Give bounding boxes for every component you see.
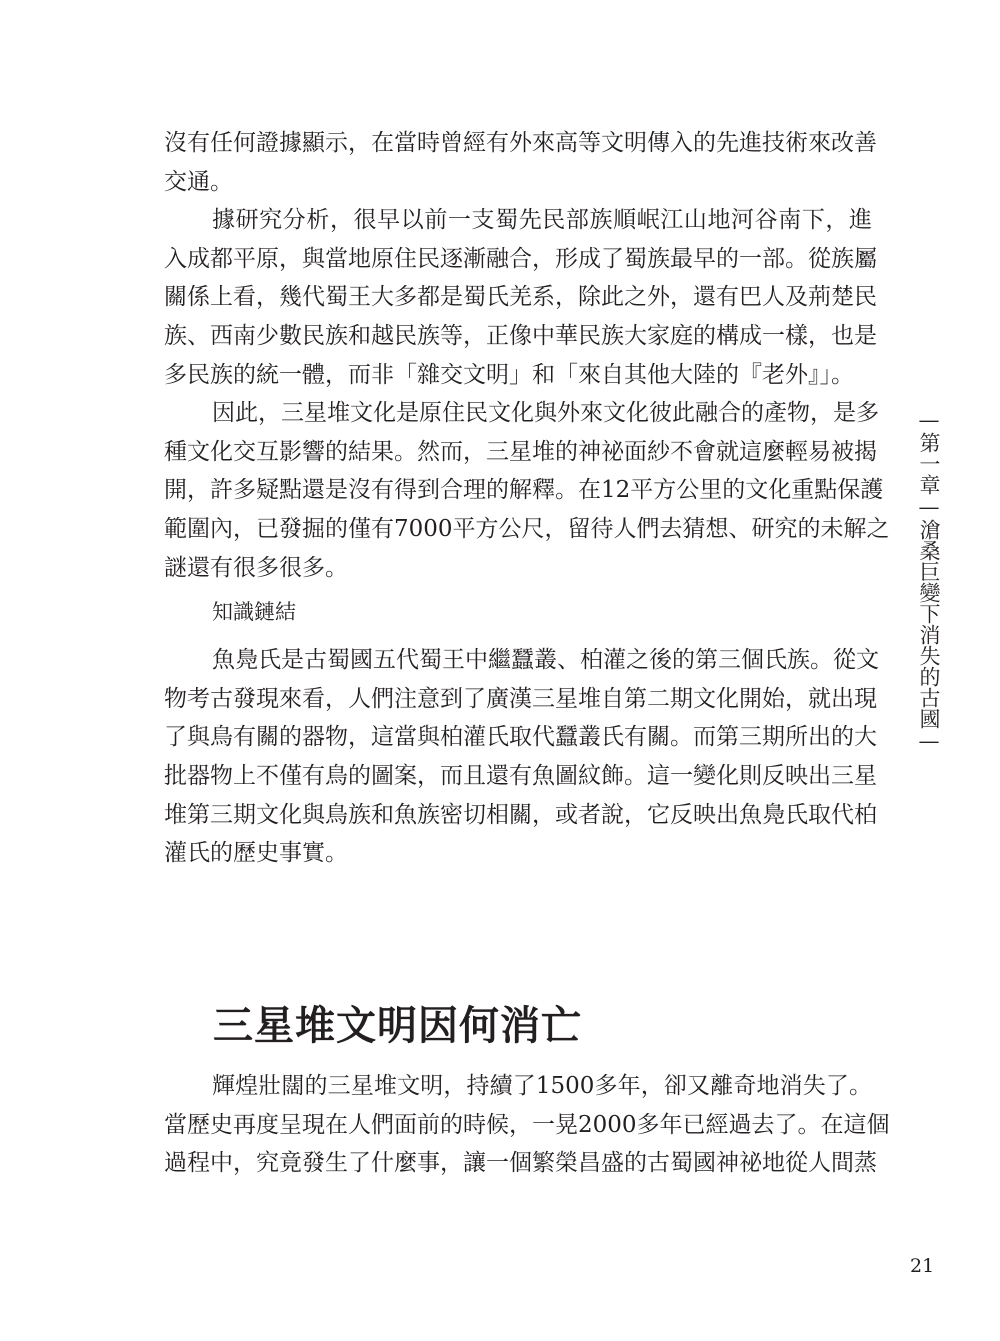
page-number: 21 [910, 1255, 935, 1277]
text-line: 種文化交互影響的結果。然而，三星堆的神祕面紗不會就這麼輕易被揭 [164, 438, 877, 465]
paragraph-2 [164, 201, 877, 394]
text-line: 族、西南少數民族和越民族等，正像中華民族大家庭的構成一樣，也是 [164, 322, 877, 349]
text-line: 當歷史再度呈現在人們面前的時候，一晃2000多年已經過去了。在這個 [164, 1111, 890, 1138]
section-title: 三星堆文明因何消亡 [213, 1002, 582, 1049]
main-text [164, 124, 890, 873]
text-line: 多民族的統一體，而非「雜交文明」和「來自其他大陸的『老外』」。 [164, 361, 854, 388]
text-line: 堆第三期文化與鳥族和魚族密切相關，或者說，它反映出魚鳧氏取代柏 [164, 801, 877, 828]
text-line: 關係上看，幾代蜀王大多都是蜀氏羌系，除此之外，還有巴人及荊楚民 [164, 284, 877, 311]
paragraph-1 [164, 124, 877, 201]
text-line: 過程中，究竟發生了什麼事，讓一個繁榮昌盛的古蜀國神祕地從人間蒸 [164, 1150, 877, 1177]
text-line: 據研究分析，很早以前一支蜀先民部族順岷江山地河谷南下，進 [212, 207, 872, 234]
text-line: 入成都平原，與當地原住民逐漸融合，形成了蜀族最早的一部。從族屬 [164, 245, 877, 272]
text-line: 灌氏的歷史事實。 [164, 840, 348, 867]
running-head: —第一章—滄桑巨變下消失的古國— [917, 408, 941, 753]
text-line: 開，許多疑點還是沒有得到合理的解釋。在12平方公里的文化重點保護 [164, 477, 884, 504]
paragraph-3 [164, 394, 890, 587]
text-line: 交通。 [164, 168, 233, 195]
text-line: 輝煌壯闊的三星堆文明，持續了1500多年，卻又離奇地消失了。 [212, 1073, 872, 1099]
text-line: 批器物上不僅有鳥的圖案，而且還有魚圖紋飾。這一變化則反映出三星 [164, 762, 877, 789]
text-line: 物考古發現來看，人們注意到了廣漢三星堆自第二期文化開始，就出現 [164, 685, 877, 712]
text-line: 謎還有很多很多。 [164, 554, 348, 581]
text-line: 範圍內，已發掘的僅有7000平方公尺，留待人們去猜想、研究的未解之 [164, 515, 890, 542]
section-text [164, 1067, 890, 1183]
text-line: 了與鳥有關的器物，這當與柏灌氏取代蠶叢氏有關。而第三期所出的大 [164, 724, 877, 751]
knowledge-link-heading: 知識鏈結 [212, 600, 296, 625]
text-line: 魚鳧氏是古蜀國五代蜀王中繼蠶叢、柏灌之後的第三個氏族。從文 [212, 647, 879, 674]
knowledge-link-paragraph [164, 641, 879, 873]
text-line: 沒有任何證據顯示，在當時曾經有外來高等文明傳入的先進技術來改善 [164, 130, 877, 156]
text-line: 因此，三星堆文化是原住民文化與外來文化彼此融合的產物，是多 [212, 400, 879, 427]
